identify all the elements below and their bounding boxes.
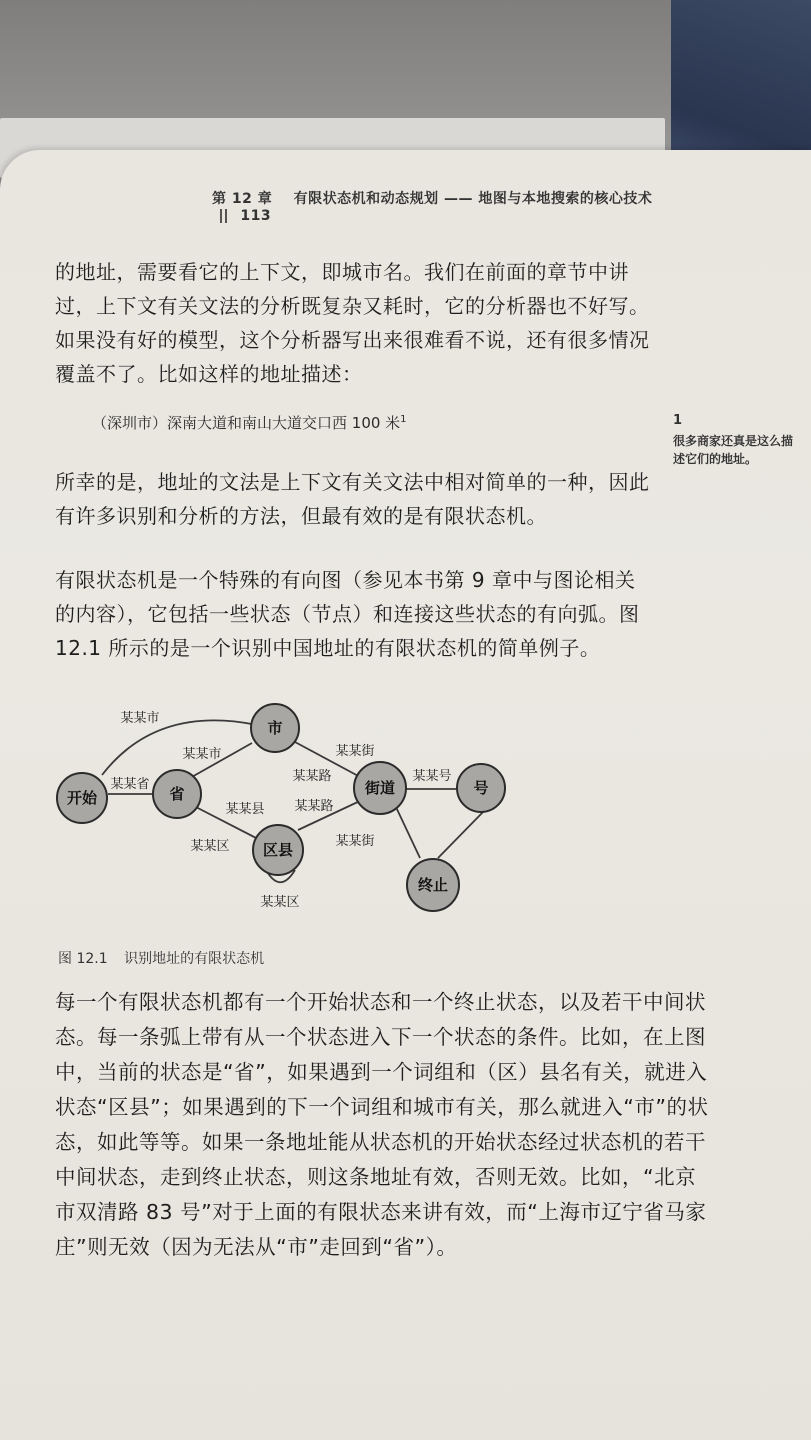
figure-caption <box>58 948 264 968</box>
node-district <box>253 825 303 875</box>
node-street-label: 街道 <box>364 779 396 797</box>
footnote-marker: 1 <box>400 414 407 425</box>
label-street-number: 某某号 <box>412 769 452 784</box>
paragraph-3: 有限状态机是一个特殊的有向图（参见本书第 9 章中与图论相关的内容），它包括一些状态（节点）和连接这些状态的有向弧。图 12.1 所示的是一个识别中国地址的有限状态机的简单例子。 <box>55 568 640 660</box>
fsm-diagram <box>40 690 540 930</box>
node-number-label: 号 <box>473 779 489 797</box>
label-start-province: 某某省 <box>110 777 150 792</box>
node-district-label: 区县 <box>262 841 294 859</box>
page-number: 113 <box>240 208 272 224</box>
edge-street-end <box>395 805 420 858</box>
paragraph-2: 所幸的是，地址的文法是上下文有关文法中相对简单的一种，因此有许多识别和分析的方法，但最有效的是有限状态机。 <box>55 470 650 528</box>
label-city-street-road: 某某路 <box>292 769 332 784</box>
label-province-city: 某某市 <box>182 747 222 762</box>
address-quote-text: （深圳市）深南大道和南山大道交口西 100 米 <box>92 414 401 432</box>
node-end-label: 终止 <box>417 876 449 894</box>
node-start <box>57 773 107 823</box>
node-city <box>251 704 299 752</box>
node-city-label: 市 <box>267 719 283 737</box>
node-end <box>407 859 459 911</box>
node-province <box>153 770 201 818</box>
label-province-district: 某某县 <box>225 802 265 817</box>
label-city-street: 某某街 <box>335 744 375 759</box>
side-note-text: 很多商家还真是这么描述它们的地址。 <box>673 434 794 466</box>
chapter-title: 有限状态机和动态规划 —— 地图与本地搜索的核心技术 <box>293 191 653 207</box>
edge-number-end <box>438 810 485 858</box>
figure-caption-text: 识别地址的有限状态机 <box>124 951 265 967</box>
header-separator <box>220 209 227 223</box>
paragraph-4: 每一个有限状态机都有一个开始状态和一个终止状态，以及若干中间状态。每一条弧上带有从一个状态进入下一个状态的条件。比如，在上图中，当前的状态是“省”，如果遇到一个词组和（区）县名有关，就进入状态“区县”；如果遇到的下一个词组和城市有关，那么就进入“市”的状态，如此等等。如果一条地址能从状态机的开始状态经过状态机的若干中间状态，走到终止状态，则这条地址有效，否则无效。比如，“北京市双清路 83 号”对于上面的有限状态来讲有效，而“上海市辽宁省马家庄”则无效（因为无法从“市”走回到“省”）。 <box>55 990 709 1259</box>
label-district-self: 某某区 <box>260 895 300 910</box>
label-district-street-road: 某某路 <box>294 799 334 814</box>
side-note <box>673 412 798 468</box>
paragraph-1: 的地址，需要看它的上下文，即城市名。我们在前面的章节中讲过，上下文有关文法的分析既复杂又耗时，它的分析器也不好写。如果没有好的模型，这个分析器写出来很难看不说，还有很多情况覆盖不了。比如这样的地址描述： <box>55 260 650 386</box>
node-province-label: 省 <box>169 785 185 803</box>
running-head <box>212 188 672 224</box>
address-quote <box>92 412 407 433</box>
node-number <box>457 764 505 812</box>
chapter-number: 第 12 章 <box>212 191 273 207</box>
side-note-number: 1 <box>673 413 683 428</box>
label-district-street: 某某街 <box>335 834 375 849</box>
node-start-label: 开始 <box>66 789 98 807</box>
label-start-city: 某某市 <box>120 711 160 726</box>
figure-label: 图 12.1 <box>58 951 108 967</box>
label-province-district-2: 某某区 <box>190 839 230 854</box>
node-street <box>354 762 406 814</box>
